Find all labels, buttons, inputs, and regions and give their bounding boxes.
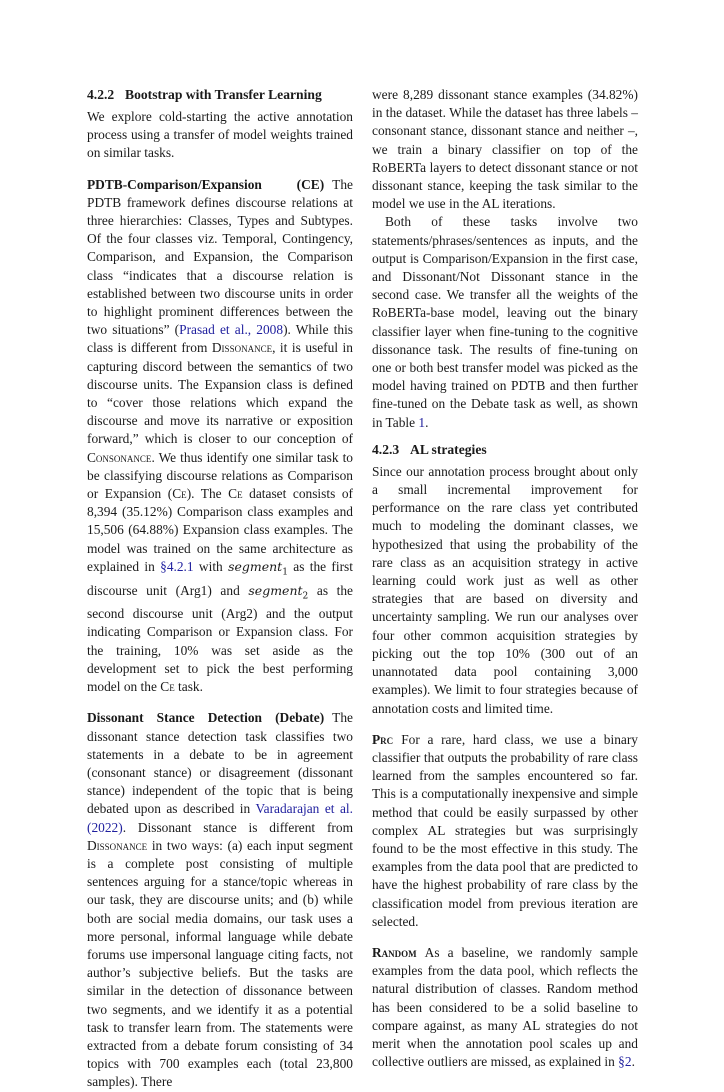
section-heading-4-2-3 (372, 441, 638, 459)
paragraph-pdtb: PDTB-Comparison/Expansion (CE) The PDTB framework defines discourse relations at three hierarchies: Classes, Types and Subtypes. Of the four classes viz. Temporal, Contingency, Comparison, and Expansion, the Comparison class “indicates that a discourse relation is established between two discourse units in order to highlight prominent differences between the two situations” (Prasad et al., 2008). While this class is different from Dissonance, it is useful in capturing discord between the semantics of two discourse units. The Expansion class is defined to “cover those relations which expand the discourse and move its narrative or exposition forward,” which is closer to our conception of Consonance. We thus identify one similar task to be classifying discourse relations as Comparison or Expansion (Ce). The Ce dataset consists of 8,394 (35.12%) Comparison class examples and 15,506 (64.88%) Expansion class examples. The model was trained on the same architecture as explained in §4.2.1 with segment$_1$ as the first discourse unit (Arg1) and segment$_2$ as the second discourse unit (Arg2) and the output indicating Comparison or Expansion class. For the training, 10% was set aside as the development set to pick the best performing model on the Ce task. (87, 176, 354, 695)
paragraph-both-tasks: Both of these tasks involve two statements/phrases/sentences as inputs, and the output is Comparison/Expansion in the first case, and Dissonant/Not Dissonant stance in the second case. We transfer all the weights of the RoBERTa-base model, leaving out the binary classifier layer when fine-tuning to the cognitive dissonance task. The results of fine-tuning on one or both best transfer model was picked as the model having trained on PDTB and then further fine-tuned on the Debate task as well, as shown in Table 1. (372, 214, 638, 430)
math-segment-2: segment$_2$ (248, 582, 309, 602)
section-ref-link-2[interactable]: §2 (618, 1054, 632, 1070)
paragraph-random: Random As a baseline, we randomly sample examples from the data pool, which reflects the natural distribution of classes. Random method has been considered to be a solid baseline to compare against, as many AL strategies do not merit when the annotation pool scales up and collective outliers are missed, as explained in §2. (372, 944, 638, 1070)
paragraph-debate: Dissonant Stance Detection (Debate) The dissonant stance detection task classifies two statements in a debate to be in agreement (consonant stance) or disagreement (dissonant stance) independent of the topic that is being debated upon as described in Varadarajan et al. (2022). Dissonant stance is different from Dissonance in two ways: (a) each input segment is a complete post consisting of multiple sentences arguing for a stance/topic whereas in our task, they are discourse units; and (b) while both are social media domains, our task uses a more personal, informal language while debate forums use impersonal language citing facts, not author’s subjective beliefs. But the tasks are similar in the detection of dissonance between two segments, and we identify it as a potential task to transfer learn from. The statements were extracted from a debate forum consisting of 34 topics with 700 examples each (total 23,800 samples). There (87, 710, 353, 1090)
paragraph-debate-continued: were 8,289 dissonant stance examples (34.82%) in the dataset. While the dataset has three labels – consonant stance, dissonant stance and neither –, we train a binary classifier on top of the RoBERTa layers to detect dissonant stance or not dissonant stance, keeping the task similar to the model we use in the AL iterations. (372, 87, 638, 212)
section-title: AL strategies (410, 441, 487, 457)
right-column (372, 86, 638, 1071)
section-ref-link-4-2-1[interactable]: §4.2.1 (160, 558, 194, 574)
section-heading-4-2-2 (87, 86, 353, 104)
citation-link-varadarajan[interactable]: Varadarajan et al. (2022) (87, 801, 353, 835)
term-consonance: Consonance (87, 449, 152, 465)
paragraph-heading-debate: Dissonant Stance Detection (Debate) (87, 710, 325, 726)
paragraph-heading-pdtb: PDTB-Comparison/Expansion (CE) (87, 176, 325, 192)
section-number: 4.2.2 (87, 87, 115, 102)
section-intro: Since our annotation process brought about only a small incremental improvement for performance on the rare class yet contributed much to modeling the dominant classes, we hypothesized that using the probability of the rare class as an acquisition strategy in active learning could work just as well as other strategies that are based on diversity and uncertainty sampling. We run our analyses over four other common acquisition strategies by picking out the top 10% (300 out of an unannotated data pool containing 3,000 examples). We limit to four strategies because of annotation costs and limited time. (372, 463, 638, 716)
term-dissonance: Dissonance (211, 340, 273, 356)
paragraph-prc: Prc For a rare, hard class, we use a binary classifier that outputs the probability of rare class learned from the samples encountered so far. This is a computationally inexpensive and simple method that could be easily surpassed by other complex AL strategies but was surprisingly found to be the most effective in this study. The examples from the data pool that are predicted to have the highest probability of rare class by the classification model from previous iteration are selected. (372, 731, 638, 929)
term-dissonance: Dissonance (87, 837, 148, 853)
paragraph-heading-random: Random (372, 944, 417, 960)
left-column (87, 86, 353, 1092)
table-ref-link[interactable]: 1 (418, 414, 426, 430)
citation-link-prasad[interactable]: Prasad et al., 2008 (179, 322, 284, 338)
math-segment-1: segment$_1$ (228, 558, 288, 578)
section-title: Bootstrap with Transfer Learning (125, 87, 322, 102)
section-number: 4.2.3 (372, 441, 400, 457)
section-intro: We explore cold-starting the active annotation process using a transfer of model weights trained on similar tasks. (87, 109, 353, 161)
paragraph-heading-prc: Prc (372, 731, 394, 747)
